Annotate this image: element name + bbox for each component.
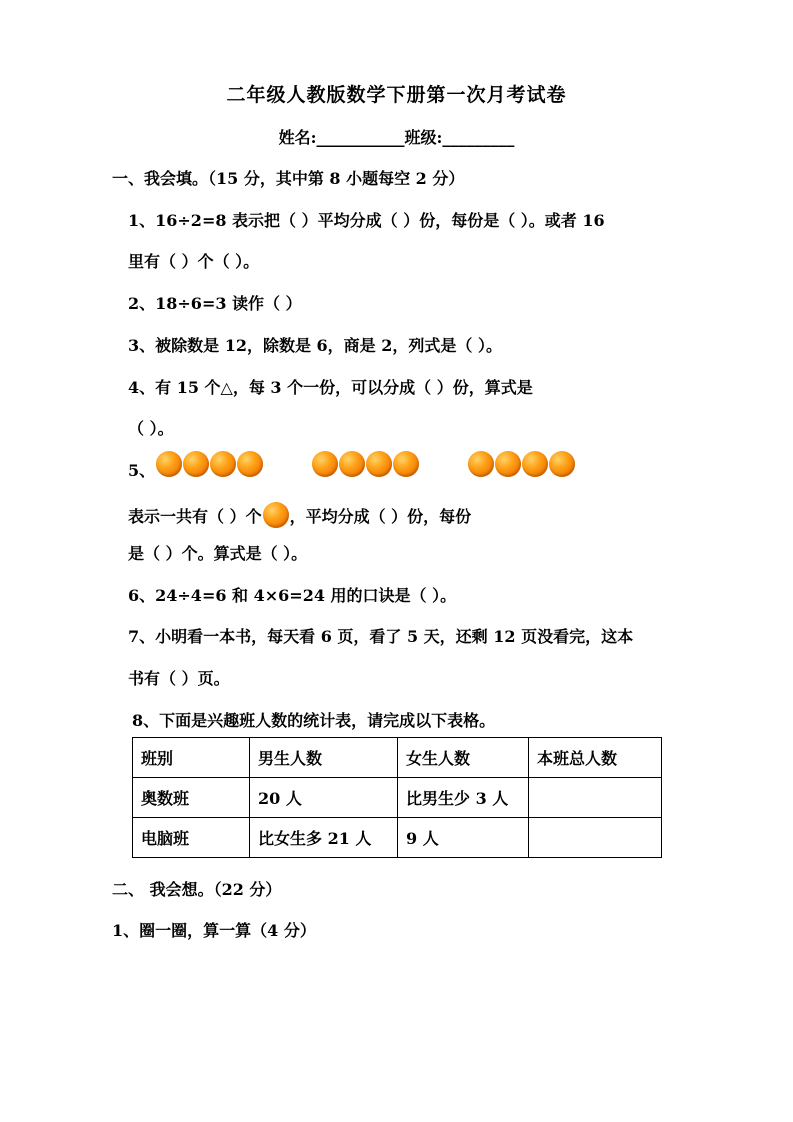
question-1-line1: 1、16÷2=8 表示把（ ）平均分成（ ）份，每份是（ ）。或者 16 (128, 211, 605, 230)
table-cell: 比女生多 21 人 (250, 818, 398, 858)
question-4-line2: （ ）。 (128, 419, 174, 438)
orange-icon (312, 451, 338, 477)
table-cell: 奥数班 (133, 778, 250, 818)
question-5-label: 5、 (128, 461, 156, 480)
question-5-line2: 是（ ）个。算式是（ ）。 (128, 544, 308, 563)
orange-group-2 (312, 451, 419, 477)
question-8: 8、下面是兴趣班人数的统计表，请完成以下表格。 (132, 711, 496, 730)
table-row (133, 778, 662, 818)
table-header-row (133, 738, 662, 778)
question-7-line2: 书有（ ）页。 (128, 669, 230, 688)
table-header-cell: 班别 (133, 738, 250, 778)
interest-class-table (132, 737, 662, 858)
orange-icon (549, 451, 575, 477)
orange-group-3 (468, 451, 575, 477)
orange-icon (393, 451, 419, 477)
question-6: 6、24÷4=6 和 4×6=24 用的口诀是（ ）。 (128, 586, 457, 605)
question-4-line1: 4、有 15 个△，每 3 个一份，可以分成（ ）份，算式是 (128, 378, 533, 397)
orange-group-1 (156, 451, 263, 477)
orange-icon (468, 451, 494, 477)
orange-icon (237, 451, 263, 477)
orange-icon (263, 502, 289, 528)
question-5-text-part1: 表示一共有（ ）个 (128, 507, 262, 526)
table-row (133, 818, 662, 858)
table-header-cell: 女生人数 (398, 738, 529, 778)
orange-icon (522, 451, 548, 477)
orange-icon (210, 451, 236, 477)
orange-icon (495, 451, 521, 477)
question-7-line1: 7、小明看一本书，每天看 6 页，看了 5 天，还剩 12 页没看完，这本 (128, 627, 634, 646)
table-cell-blank[interactable] (529, 778, 662, 818)
page-title: 二年级人教版数学下册第一次月考试卷 (226, 84, 567, 106)
question-1-line2: 里有（ ）个（ ）。 (128, 252, 260, 271)
section2-heading: 二、 我会想。（22 分） (112, 880, 282, 899)
table-cell: 比男生少 3 人 (398, 778, 529, 818)
table-cell: 20 人 (250, 778, 398, 818)
section1-heading: 一、我会填。（15 分，其中第 8 小题每空 2 分） (112, 169, 465, 188)
question-3: 3、被除数是 12，除数是 6，商是 2，列式是（ ）。 (128, 336, 502, 355)
orange-icon (156, 451, 182, 477)
orange-icon (339, 451, 365, 477)
question-5-text-part2: ，平均分成（ ）份，每份 (289, 507, 472, 526)
orange-icon (183, 451, 209, 477)
table-header-cell: 本班总人数 (529, 738, 662, 778)
table-cell: 电脑班 (133, 818, 250, 858)
table-header-cell: 男生人数 (250, 738, 398, 778)
table-cell: 9 人 (398, 818, 529, 858)
question-5-line1 (128, 504, 471, 528)
table-cell-blank[interactable] (529, 818, 662, 858)
section2-question-1: 1、圈一圈，算一算（4 分） (112, 921, 316, 940)
orange-icon (366, 451, 392, 477)
name-class-line: 姓名:___________班级:_________ (278, 128, 515, 147)
question-2: 2、18÷6=3 读作（ ） (128, 294, 302, 313)
